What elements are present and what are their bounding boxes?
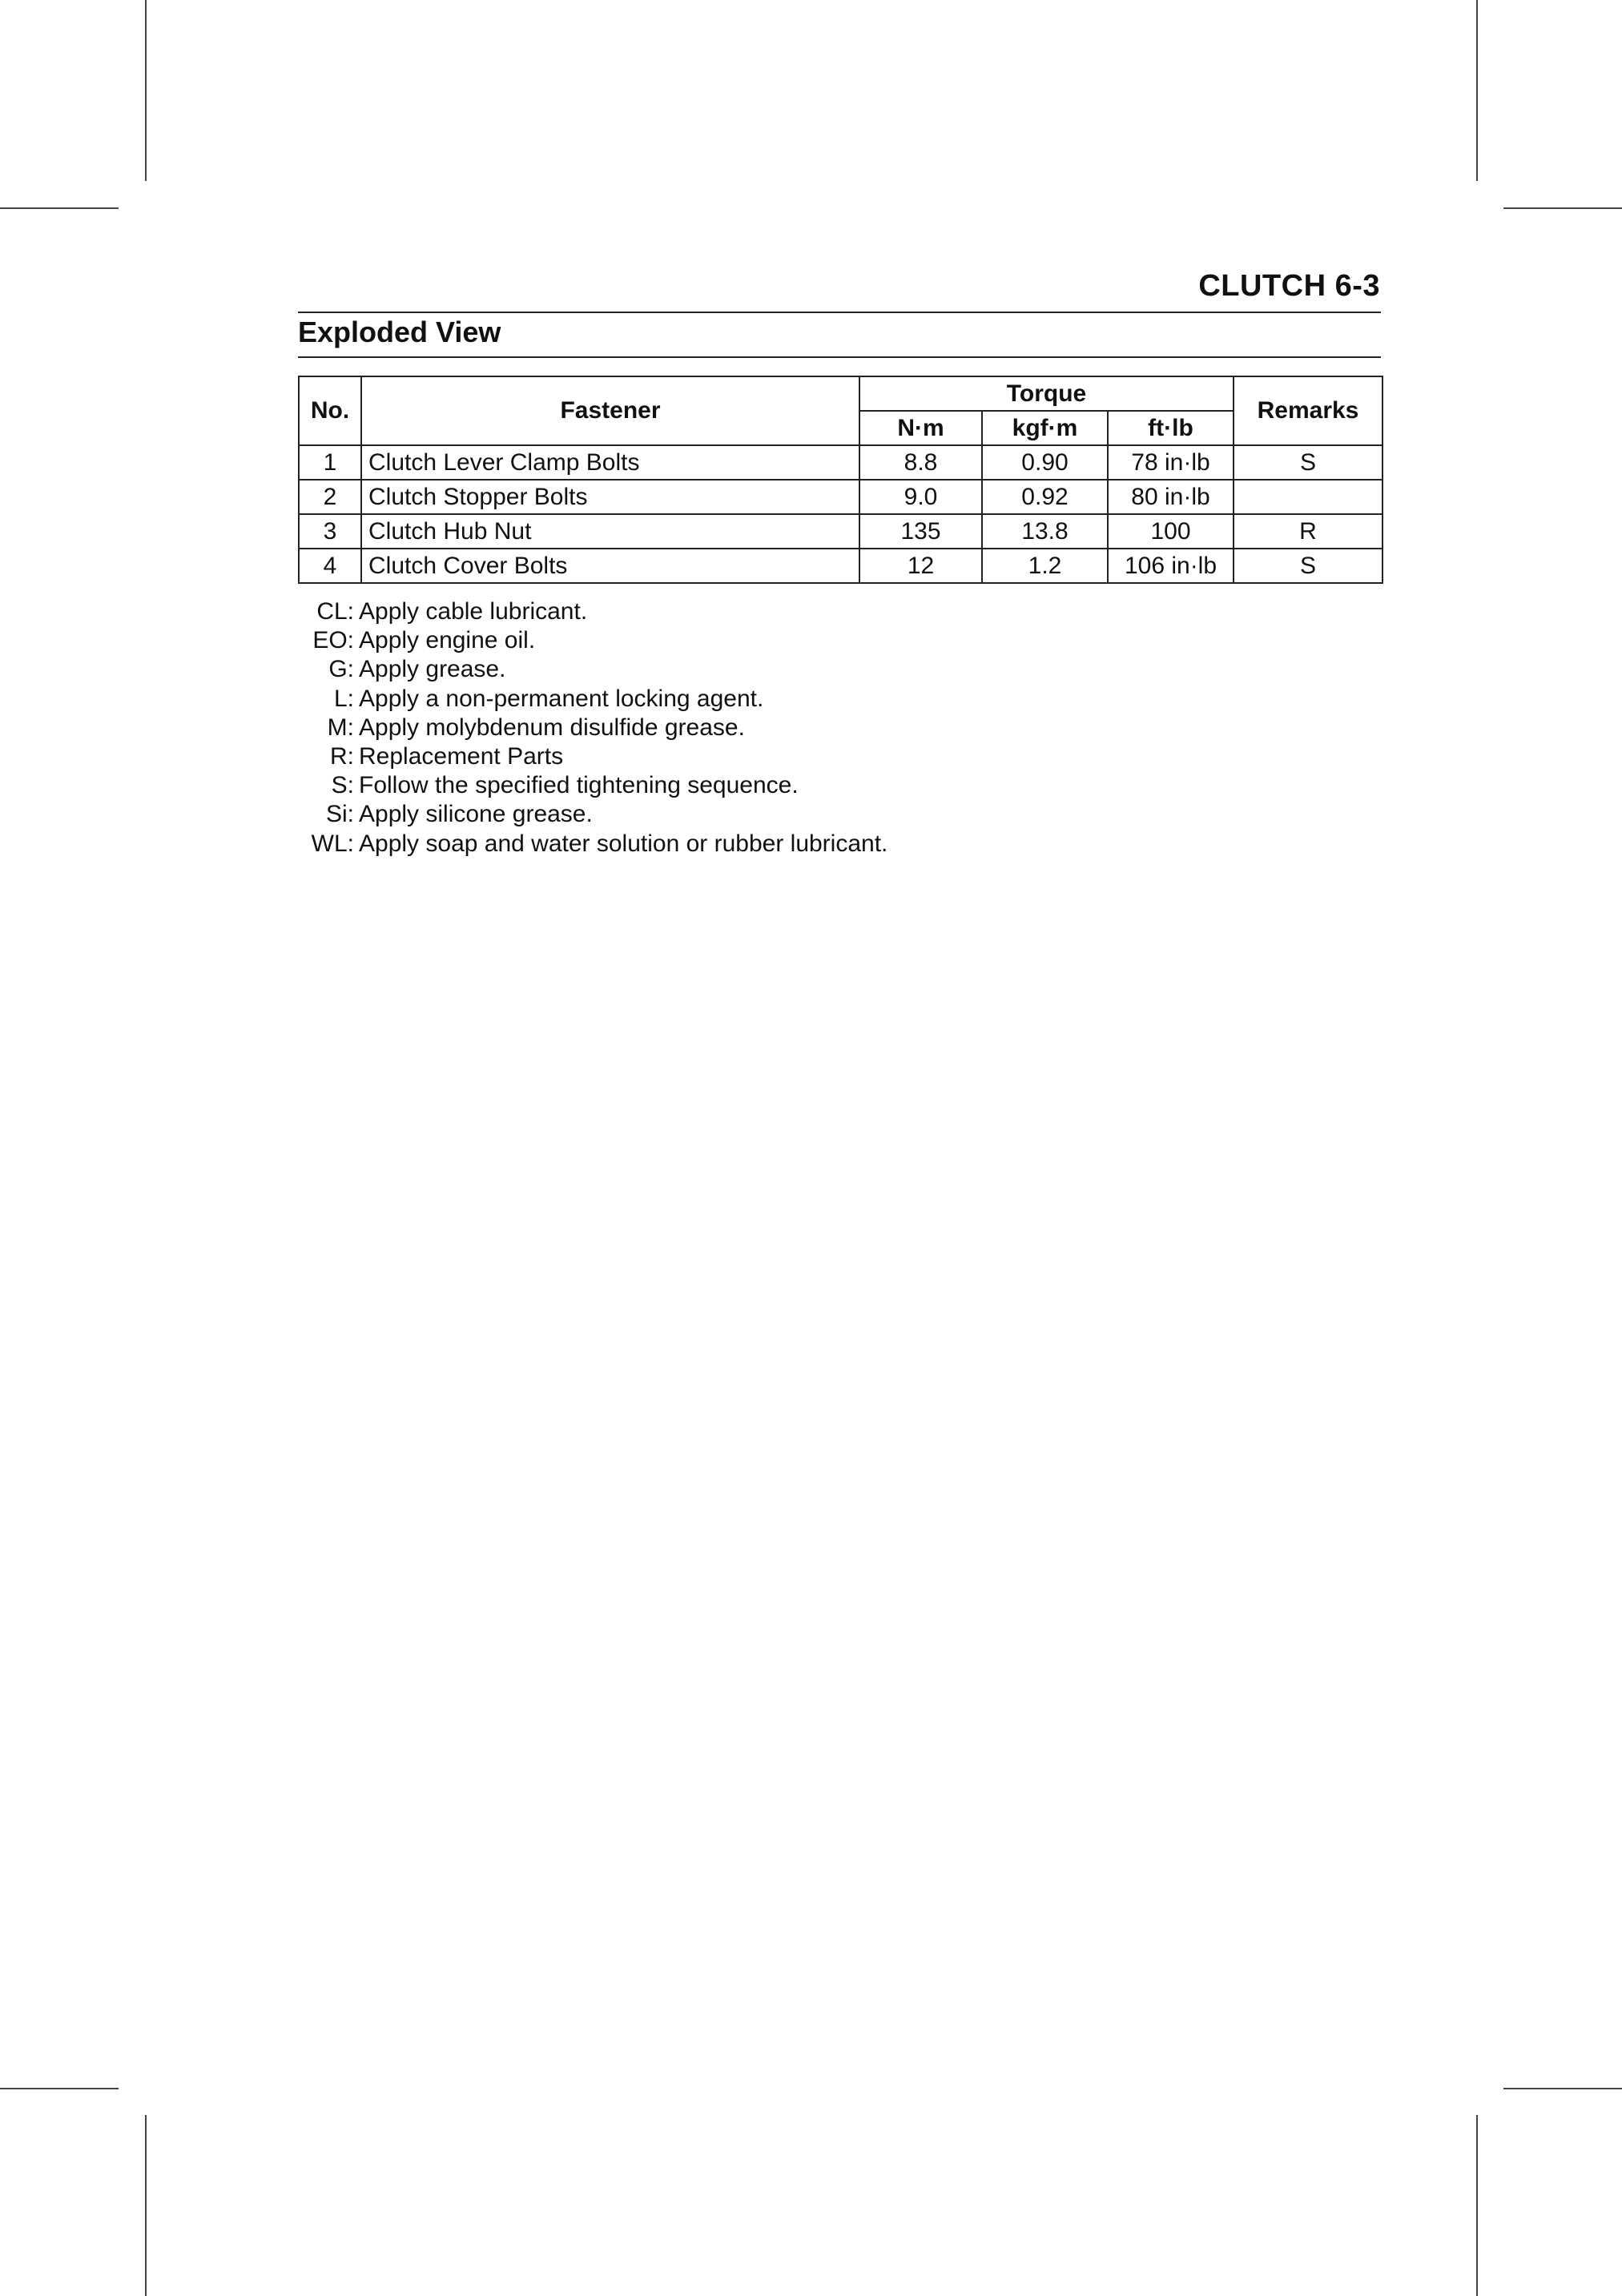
legend-code: L: bbox=[333, 685, 354, 712]
legend-item bbox=[298, 655, 887, 684]
legend-item bbox=[298, 685, 887, 714]
legend-text: Apply engine oil. bbox=[359, 627, 536, 654]
legend-text: Replacement Parts bbox=[359, 743, 564, 770]
legend-code: R: bbox=[330, 743, 354, 770]
header-ftlb: ft·lb bbox=[1108, 411, 1234, 445]
cell-no: 1 bbox=[299, 445, 361, 480]
table-row bbox=[299, 480, 1383, 514]
header-torque: Torque bbox=[859, 376, 1234, 411]
legend-code: Si: bbox=[325, 801, 354, 828]
legend-item bbox=[298, 597, 887, 626]
legend-code: S: bbox=[331, 772, 354, 799]
cell-nm: 9.0 bbox=[859, 480, 982, 514]
cell-fastener: Clutch Stopper Bolts bbox=[361, 480, 859, 514]
legend-code: CL: bbox=[316, 598, 354, 625]
legend-text: Apply silicone grease. bbox=[359, 801, 593, 828]
table-row bbox=[299, 514, 1383, 549]
table-row bbox=[299, 445, 1383, 480]
cell-no: 2 bbox=[299, 480, 361, 514]
cell-fastener: Clutch Hub Nut bbox=[361, 514, 859, 549]
legend-code: EO: bbox=[312, 627, 354, 654]
legend-code: M: bbox=[327, 714, 354, 741]
cell-no: 3 bbox=[299, 514, 361, 549]
cell-remarks: R bbox=[1234, 514, 1383, 549]
cell-remarks: S bbox=[1234, 549, 1383, 583]
legend-item bbox=[298, 771, 887, 800]
legend-text: Apply a non-permanent locking agent. bbox=[359, 685, 764, 712]
cell-kgfm: 0.90 bbox=[982, 445, 1108, 480]
cell-remarks: S bbox=[1234, 445, 1383, 480]
cell-nm: 12 bbox=[859, 549, 982, 583]
crop-mark-bottom-right-vertical bbox=[1476, 2115, 1478, 2296]
cell-nm: 8.8 bbox=[859, 445, 982, 480]
header-remarks: Remarks bbox=[1234, 376, 1383, 445]
page-header-title: CLUTCH 6-3 bbox=[1198, 269, 1380, 303]
remarks-legend bbox=[298, 597, 887, 858]
cell-fastener: Clutch Lever Clamp Bolts bbox=[361, 445, 859, 480]
crop-mark-top-right-horizontal bbox=[1503, 207, 1622, 209]
crop-mark-bottom-left-vertical bbox=[145, 2115, 147, 2296]
legend-text: Apply grease. bbox=[359, 656, 506, 683]
section-rule bbox=[298, 356, 1381, 358]
section-title: Exploded View bbox=[298, 316, 501, 348]
legend-text: Apply cable lubricant. bbox=[359, 598, 588, 625]
legend-item bbox=[298, 626, 887, 655]
table-row bbox=[299, 549, 1383, 583]
legend-text: Apply soap and water solution or rubber lubricant. bbox=[359, 830, 888, 857]
legend-text: Follow the specified tightening sequence. bbox=[359, 772, 799, 799]
table-header-row bbox=[299, 376, 1383, 411]
cell-no: 4 bbox=[299, 549, 361, 583]
header-rule bbox=[298, 312, 1381, 313]
cell-ftlb: 80 in·lb bbox=[1108, 480, 1234, 514]
legend-item bbox=[298, 742, 887, 771]
cell-fastener: Clutch Cover Bolts bbox=[361, 549, 859, 583]
cell-ftlb: 78 in·lb bbox=[1108, 445, 1234, 480]
legend-code: WL: bbox=[311, 830, 354, 857]
legend-item bbox=[298, 714, 887, 742]
crop-mark-top-left-vertical bbox=[145, 0, 147, 181]
cell-nm: 135 bbox=[859, 514, 982, 549]
header-kgfm: kgf·m bbox=[982, 411, 1108, 445]
crop-mark-top-right-vertical bbox=[1476, 0, 1478, 181]
legend-item bbox=[298, 800, 887, 829]
header-no: No. bbox=[299, 376, 361, 445]
cell-remarks bbox=[1234, 480, 1383, 514]
cell-kgfm: 13.8 bbox=[982, 514, 1108, 549]
cell-ftlb: 106 in·lb bbox=[1108, 549, 1234, 583]
crop-mark-bottom-left-horizontal bbox=[0, 2088, 119, 2089]
crop-mark-bottom-right-horizontal bbox=[1503, 2088, 1622, 2089]
cell-ftlb: 100 bbox=[1108, 514, 1234, 549]
legend-item bbox=[298, 830, 887, 858]
legend-text: Apply molybdenum disulfide grease. bbox=[359, 714, 745, 741]
crop-mark-top-left-horizontal bbox=[0, 207, 119, 209]
cell-kgfm: 1.2 bbox=[982, 549, 1108, 583]
header-fastener: Fastener bbox=[361, 376, 859, 445]
legend-code: G: bbox=[328, 656, 354, 683]
torque-table bbox=[298, 376, 1383, 584]
header-nm: N·m bbox=[859, 411, 982, 445]
cell-kgfm: 0.92 bbox=[982, 480, 1108, 514]
